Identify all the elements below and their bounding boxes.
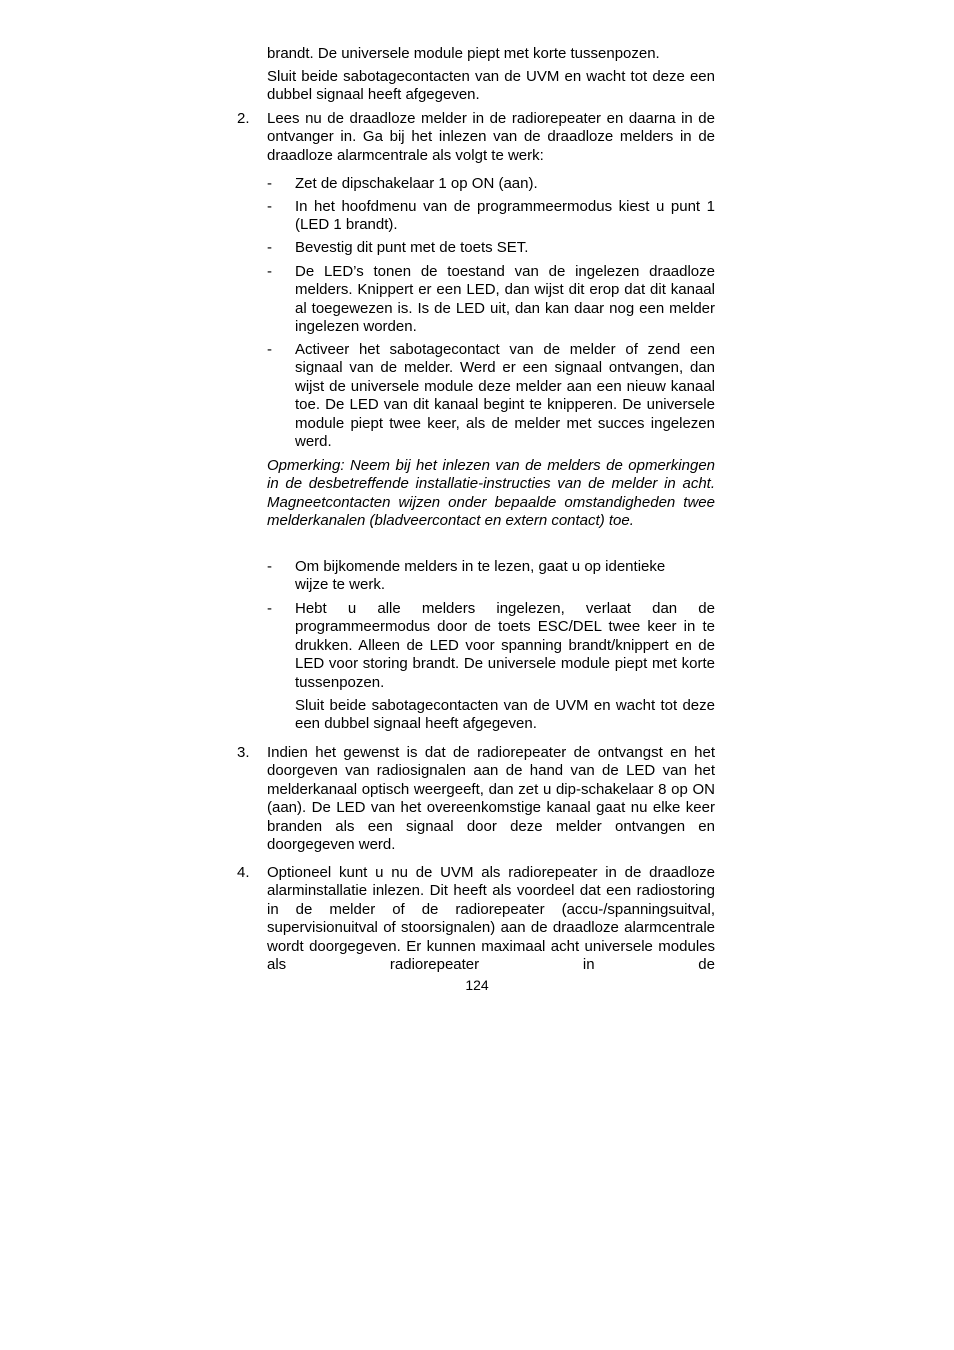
list-item-4 xyxy=(237,864,715,974)
bullet-dash: - xyxy=(267,175,272,192)
sub-paragraph: Sluit beide sabotagecontacten van de UVM en wacht tot deze een dubbel signaal heeft afgegeven. xyxy=(295,697,715,733)
bullet-text: Activeer het sabotagecontact van de melder of zend een signaal van de melder. Werd er een signaal ontvangen, dan wijst de universele module deze melder aan een nieuw kanaal toe. De LED van dit kanaal begint te knipperen. De universele module piept twee keer, als de melder met succes ingelezen werd. xyxy=(295,341,715,451)
bullet-dash: - xyxy=(267,600,272,617)
list-item-2-text: Lees nu de draadloze melder in de radiorepeater en daarna in de ontvanger in. Ga bij het inlezen van de draadloze melders in de draadloze alarmcentrale als volgt te werk: xyxy=(267,110,715,164)
list-item-3-text: Indien het gewenst is dat de radiorepeater de ontvangst en het doorgeven van radiosignalen aan de hand van de LED van het melderkanaal optisch weergeeft, dan zet u dip-schakelaar 8 op ON (aan). De LED van het overeenkomstige kanaal gaat nu elke keer branden als een signaal door deze melder ontvangen en doorgegeven werd. xyxy=(267,744,715,854)
bullet-text: Zet de dipschakelaar 1 op ON (aan). xyxy=(295,175,538,192)
bullet-item xyxy=(267,239,715,257)
list-number: 3. xyxy=(237,744,250,761)
bullet-dash: - xyxy=(267,198,272,215)
intro-paragraph-2: Sluit beide sabotagecontacten van de UVM en wacht tot deze een dubbel signaal heeft afgegeven. xyxy=(267,68,715,104)
bullet-text: De LED’s tonen de toestand van de ingelezen draadloze melders. Knippert er een LED, dan wijst dit erop dat dit kanaal al toegewezen is. Is de LED uit, dan kan daar nog een melder ingelezen worden. xyxy=(295,263,715,336)
bullet-item xyxy=(267,263,715,337)
remark-note: Opmerking: Neem bij het inlezen van de melders de opmerkingen in de desbetreffende installatie-instructies van de melder in acht. Magneetcontacten wijzen onder bepaalde omstandigheden twee melderkanalen (bladveercontact en extern contact) toe. xyxy=(267,457,715,530)
bullet-text: In het hoofdmenu van de programmeermodus kiest u punt 1 (LED 1 brandt). xyxy=(295,198,715,234)
bullet-dash: - xyxy=(267,263,272,280)
bullet-text: Om bijkomende melders in te lezen, gaat u op identieke wijze te werk. xyxy=(295,558,666,594)
bullet-text: Hebt u alle melders ingelezen, verlaat dan de programmeermodus door de toets ESC/DEL twee keer in te drukken. Alleen de LED voor spanning brandt/knippert en de LED voor storing brandt. De universele module piept met korte tussenpozen. xyxy=(295,600,715,691)
list-number: 2. xyxy=(237,110,250,127)
bullet-text: Bevestig dit punt met de toets SET. xyxy=(295,239,529,256)
bullet-item xyxy=(267,341,715,451)
intro-paragraph-1: brandt. De universele module piept met korte tussenpozen. xyxy=(267,45,660,62)
bullet-dash: - xyxy=(267,239,272,256)
list-item-2 xyxy=(237,110,715,165)
bullet-item xyxy=(267,198,715,235)
bullet-item xyxy=(267,558,715,595)
bullet-item xyxy=(267,600,715,692)
list-number: 4. xyxy=(237,864,250,881)
bullet-dash: - xyxy=(267,341,272,358)
list-item-4-text: Optioneel kunt u nu de UVM als radiorepeater in de draadloze alarminstallatie inlezen. Dit heeft als voordeel dat een radiostoring in de melder of de radiorepeater (accu-/spanningsuitval, supervisionuitval of stoorsignalen) aan de draadloze alarmcentrale wordt doorgegeven. Er kunnen maximaal acht universele modules als radiorepeater in de xyxy=(267,864,715,974)
page-number: 124 xyxy=(465,977,489,993)
bullet-dash: - xyxy=(267,558,272,575)
list-item-3 xyxy=(237,744,715,854)
bullet-item xyxy=(267,175,715,193)
